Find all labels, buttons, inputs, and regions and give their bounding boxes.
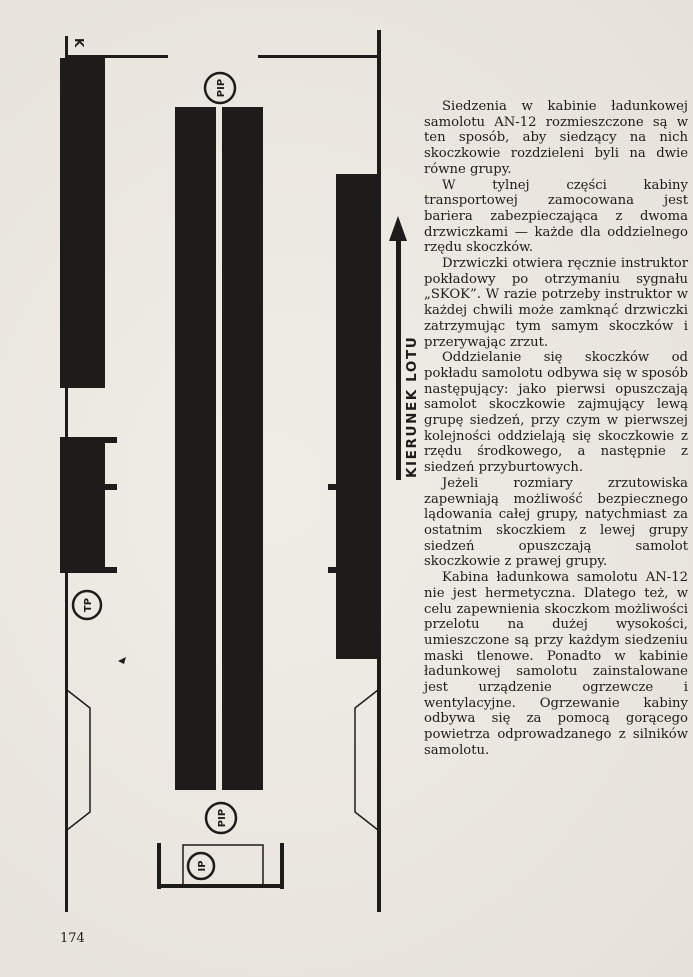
paragraph-2: W tylnej części kabiny transportowej zamocowana jest bariera zabezpieczająca z dwoma drzwiczkami — każde dla oddzielnego rzędu skoczków. (424, 177, 688, 256)
pip-marker-top (205, 73, 235, 103)
left-door-outline (67, 690, 90, 830)
right-seat-tab-2 (328, 567, 336, 573)
pip-marker-bottom (206, 803, 236, 833)
right-seat-tab-1 (328, 484, 336, 490)
right-side-seats (336, 174, 380, 659)
left-side-seats-front (60, 58, 105, 388)
right-door-outline (355, 690, 378, 830)
paragraph-4: Oddzielanie się skoczków od pokładu samolotu odbywa się w sposób następujący: jako pierwsi opuszczają samolot skoczkowie zajmujący lewą grupę siedzeń, przy czym w pierwszej kolejności oddzielają się skoczkowie z rzędu środkowego, a następnie z siedzeń przyburtowych. (424, 350, 688, 476)
paragraph-1: Siedzenia w kabinie ładunkowej samolotu AN-12 rozmieszczone są w ten sposób, aby siedzący na nich skoczkowie rozdzieleni byli na dwie równe grupy. (424, 99, 688, 177)
pip-bottom-label: PIP (217, 808, 228, 828)
center-seats-right (222, 107, 263, 790)
left-seat-tab-1 (105, 437, 117, 443)
left-side-seats-rear (60, 437, 105, 573)
left-seat-tab-3 (105, 567, 117, 573)
paragraph-5: Jeżeli rozmiary zrzutowiska zapewniają możliwość bezpiecznego lądowania całej grupy, natychmiast za ostatnim skoczkiem z lewej grupy siedzeń opuszczają samolot skoczkowie z prawej grupy. (424, 475, 688, 570)
ip-label: IP (197, 860, 208, 872)
small-arrow-mark (118, 657, 126, 664)
pip-top-label: PIP (216, 78, 227, 98)
ip-barrier (157, 843, 284, 889)
paragraph-6: Kabina ładunkowa samolotu AN-12 nie jest hermetyczna. Dlatego też, w celu zapewnienia skoczkom możliwości przelotu na dużej wysokości, umieszczone są przy każdym siedzeniu maski tlenowe. Ponadto w kabinie ładunkowej samolotu zainstalowane jest urządzenie ogrzewcze i wentylacyjne. Ogrzewanie kabiny odbywa się za pomocą gorącego powietrza odprowadzanego z silników samolotu. (424, 570, 688, 758)
cockpit-line-right (258, 55, 380, 58)
direction-label: KIERUNEK LOTU (404, 335, 420, 478)
page-number: 174 (60, 931, 85, 946)
left-seat-tab-2 (105, 484, 117, 490)
tp-label: TP (83, 597, 94, 613)
center-seats-left (175, 107, 216, 790)
paragraph-3: Drzwiczki otwiera ręcznie instruktor pokładowy po otrzymaniu sygnału „SKOK”. W razie potrzeby instruktor w każdej chwili może zamknąć drzwiczki zatrzymując tym samym skoczków i przerywając zrzut. (424, 256, 688, 350)
article-text (424, 99, 688, 759)
tp-marker (73, 591, 101, 619)
